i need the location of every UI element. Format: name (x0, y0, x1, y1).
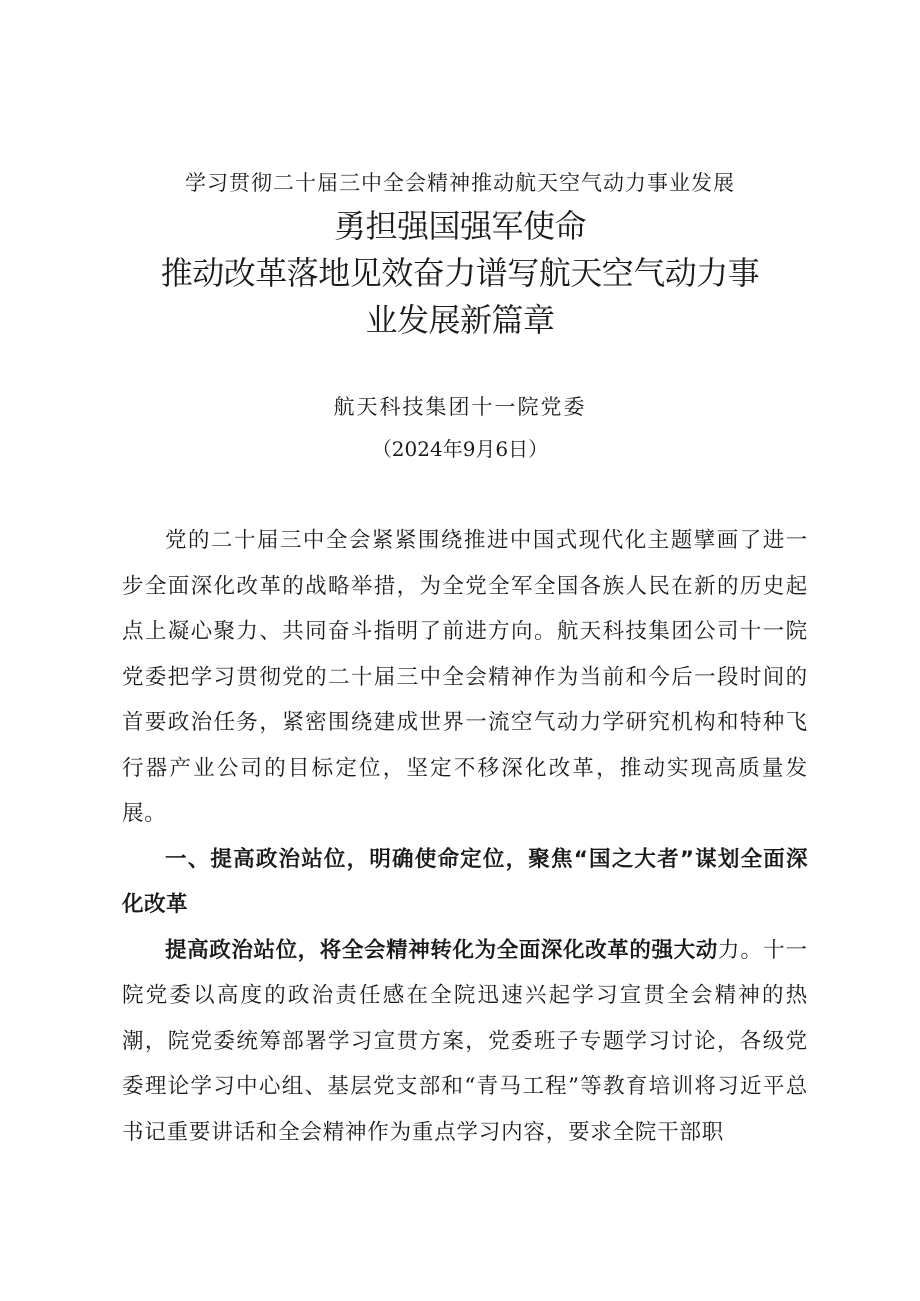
paragraph-text: 力。十一院党委以高度的政治责任感在全院迅速兴起学习宣贯全会精神的热潮，院党委统筹部署学习宣贯方案，党委班子专题学习讨论，各级党委理论学习中心组、基层党支部和“青马工程”等教育培训将习近平总书记重要讲话和全会精神作为重点学习内容，要求全院干部职 (122, 937, 808, 1145)
paragraph-section-1 (122, 928, 808, 1156)
title-line-2: 推动改革落地见效奋力谱写航天空气动力事 (160, 254, 760, 292)
title-line-3: 业发展新篇章 (365, 301, 555, 339)
title-line-1: 勇担强国强军使命 (333, 207, 586, 245)
document-kicker: 学习贯彻二十届三中全会精神推动航天空气动力事业发展 (185, 171, 735, 195)
document-date: （2024年9月6日） (371, 437, 549, 461)
document-body (122, 518, 808, 1155)
document-author: 航天科技集团十一院党委 (333, 395, 587, 419)
paragraph-intro: 党的二十届三中全会紧紧围绕推进中国式现代化主题擘画了进一步全面深化改革的战略举措，为全党全军全国各族人民在新的历史起点上凝心聚力、共同奋斗指明了前进方向。航天科技集团公司十一院党委把学习贯彻党的二十届三中全会精神作为当前和今后一段时间的首要政治任务，紧密围绕建成世界一流空气动力学研究机构和特种飞行器产业公司的目标定位，坚定不移深化改革，推动实现高质量发展。 (122, 528, 808, 826)
section-heading-1: 一、提高政治站位，明确使命定位，聚焦“国之大者”谋划全面深化改革 (122, 846, 808, 917)
document-title (150, 203, 770, 344)
paragraph-lead: 提高政治站位，将全会精神转化为全面深化改革的强大动 (165, 937, 718, 963)
